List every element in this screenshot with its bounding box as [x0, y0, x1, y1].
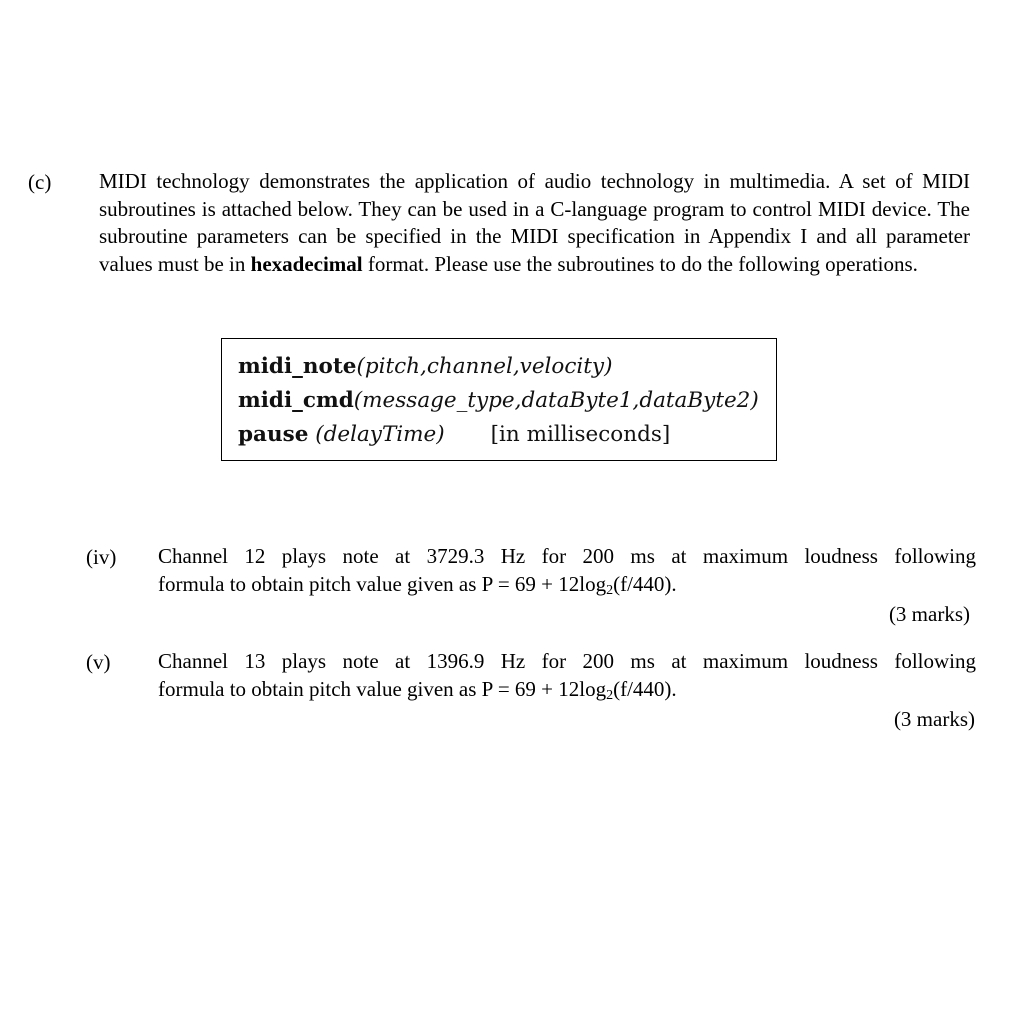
pause-args: (delayTime) — [315, 422, 445, 447]
midi-note-args: (pitch,channel,velocity) — [356, 354, 613, 379]
midi-cmd-function: midi_cmd — [238, 388, 354, 413]
midi-note-signature — [238, 350, 776, 384]
midi-cmd-signature — [238, 384, 776, 418]
midi-note-function: midi_note — [238, 354, 357, 379]
item-iv-label: (iv) — [86, 545, 117, 569]
item-iv-text — [158, 543, 976, 598]
item-iv-formula-start: formula to obtain pitch value given as P = 69 + 12log — [158, 571, 607, 596]
item-iv-marks: (3 marks) — [888, 602, 970, 626]
item-v-line-2 — [158, 676, 976, 704]
hexadecimal-emphasis: hexadecimal — [250, 251, 363, 276]
part-c-text-start: MIDI technology demonstrates the application of audio technology in multimedia. A set of MIDI subroutines is attached below. They can be used in a C-language program to control MIDI device. The subroutine parameters can be specified in the MIDI specification in Appendix I and all parameter values must be in — [99, 169, 970, 276]
item-iv-line-1: Channel 12 plays note at 3729.3 Hz for 200 ms at maximum loudness following — [158, 544, 976, 568]
part-c-label: (c) — [28, 170, 52, 194]
midi-cmd-args: (message_type,dataByte1,dataByte2) — [353, 388, 759, 413]
part-c-text-end: format. Please use the subroutines to do the following operations. — [362, 251, 918, 276]
item-v-log-base: 2 — [606, 687, 614, 703]
item-v-formula-start: formula to obtain pitch value given as P = 69 + 12log — [158, 676, 607, 701]
item-v-formula-end: (f/440). — [613, 676, 677, 701]
pause-function: pause — [238, 422, 309, 447]
item-v-text — [158, 648, 976, 703]
part-c-question-text — [99, 168, 970, 278]
item-iv-line-2 — [158, 571, 976, 599]
item-iv-log-base: 2 — [606, 582, 614, 598]
item-v-line-1: Channel 13 plays note at 1396.9 Hz for 200 ms at maximum loudness following — [158, 649, 976, 673]
item-v-marks: (3 marks) — [893, 707, 975, 731]
item-v-label: (v) — [86, 650, 111, 674]
pause-signature — [238, 418, 776, 452]
item-iv-formula-end: (f/440). — [613, 571, 677, 596]
pause-units-note: [in milliseconds] — [490, 422, 671, 447]
subroutine-box — [221, 338, 777, 461]
